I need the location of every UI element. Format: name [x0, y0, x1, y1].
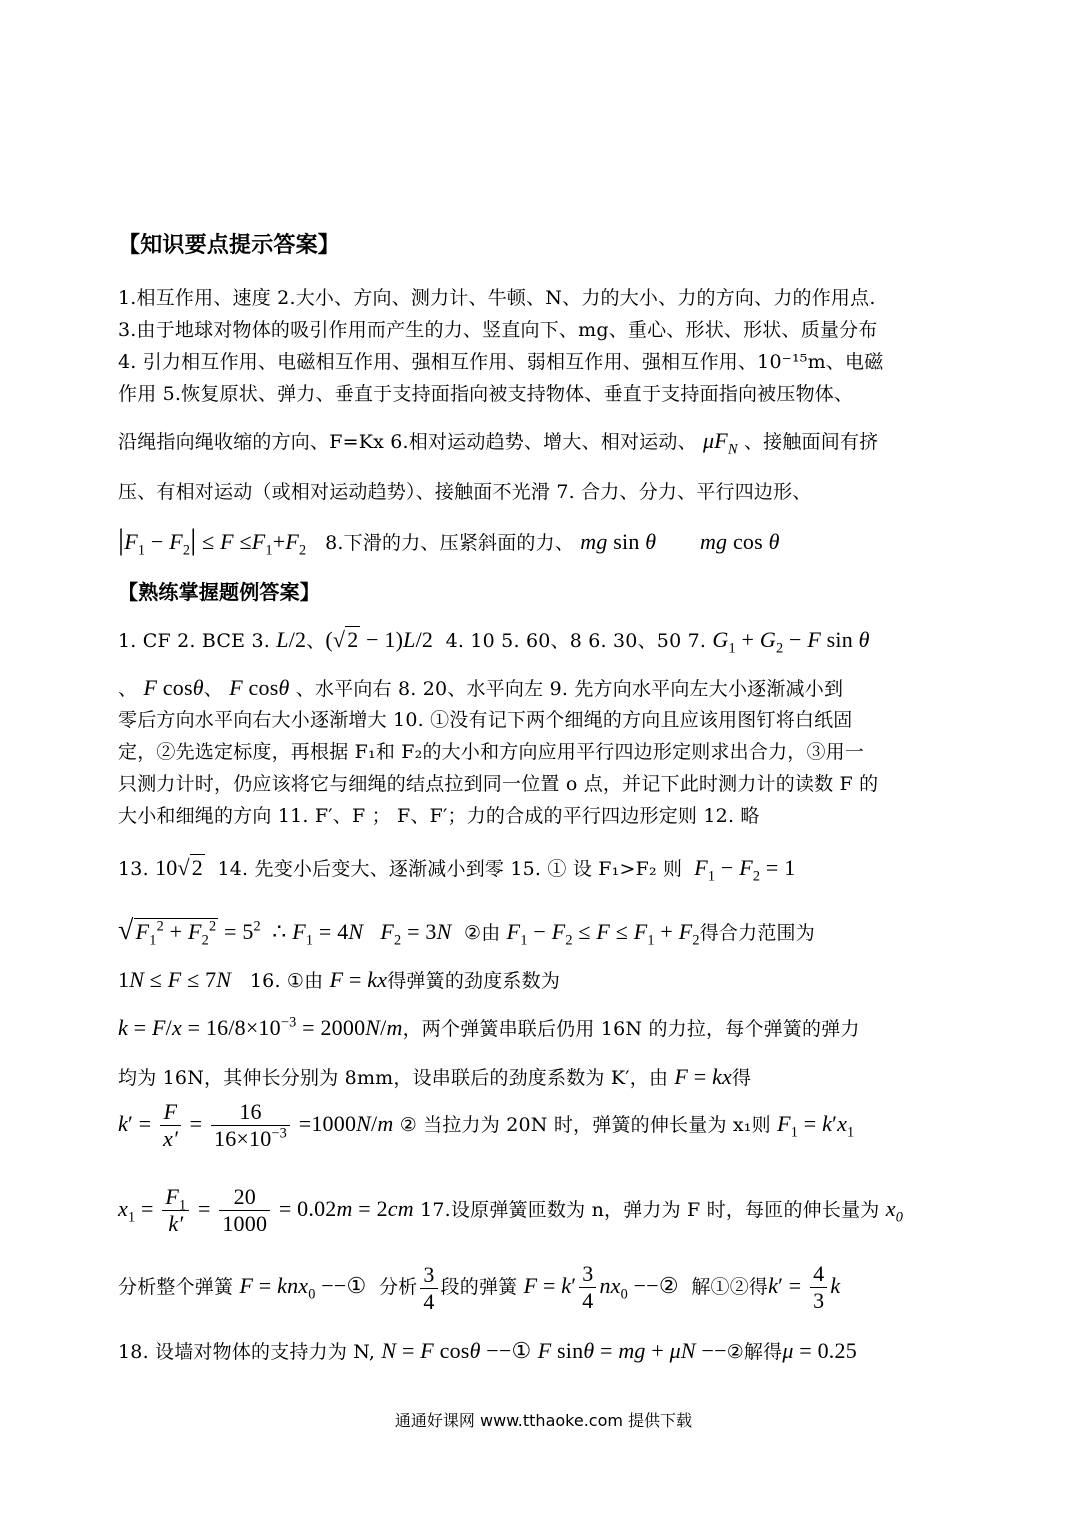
formula-L2: L/2 — [276, 627, 307, 652]
formula-k-value: $k = F/x = 16/8\times 10^{-3} = 2000N/m$ — [118, 1014, 403, 1040]
text-line: 作用 5.恢复原状、弹力、垂直于支持面指向被支持物体、垂直于支持面指向被压物体、 — [118, 383, 854, 405]
text-fragment: 分析 — [378, 1276, 418, 1298]
text-line — [118, 854, 987, 883]
text-line — [118, 1014, 987, 1043]
text-fragment: 得 — [732, 1067, 752, 1089]
text-fragment: ②解得 — [726, 1341, 783, 1363]
text-line — [118, 1063, 987, 1092]
formula-Fcos: F cosθ — [143, 675, 204, 700]
formula-G1G2: $G_1 + G_2 - F$ sin θ — [712, 627, 870, 657]
text-fragment: 14. 先变小后变大、逐渐减小到零 15. ① 设 F₁>F₂ 则 — [217, 858, 683, 880]
formula-mu-value: μ = 0.25 — [782, 1338, 857, 1363]
formula-F1-F2: $F_1 - F_2 = 1$ — [694, 855, 796, 885]
text-line — [118, 966, 987, 995]
text-line — [118, 523, 987, 559]
text-fragment: 、水平向右 8. 20、水平向左 9. 先方向水平向左大小逐渐减小到 — [295, 678, 844, 700]
text-fragment: ② 当拉力为 20N 时，弹簧的伸长量为 x₁则 — [399, 1114, 771, 1136]
page-footer: 通通好课网 www.tthaoke.com 提供下载 — [394, 1411, 693, 1430]
text-line: 定，②先选定标度，再根据 F₁和 F₂的大小和方向应用平行四边形定则求出合力，③用一 — [118, 741, 865, 763]
text-fragment: 13. — [118, 858, 156, 880]
text-line — [118, 1180, 987, 1239]
formula-resultant-range: $|F_1 - F_2| \le F \le F_1+F_2$ — [118, 523, 307, 559]
text-fragment: 、接触面间有挤 — [743, 431, 879, 453]
text-line — [118, 1095, 987, 1154]
formula-1N-7N: 1N ≤ F ≤ 7N — [118, 967, 232, 992]
text-fragment: 16. ①由 — [249, 970, 324, 992]
formula-muFN: $\mu F_N$ — [703, 428, 738, 458]
formula-Fcos: F cosθ — [229, 675, 290, 700]
text-fragment: 18. 设墙对物体的支持力为 N, — [118, 1341, 376, 1363]
text-fragment: 解①②得 — [691, 1276, 769, 1298]
text-line — [118, 1337, 987, 1366]
formula-kprime-4-3k: k′ = $\frac{4}{3}$ k — [768, 1261, 841, 1314]
text-fragment: 4. 10 5. 60、8 6. 30、50 7. — [445, 630, 707, 652]
text-line: 1. CF 2. BCE 3. L/2、(√2 − 1)L/2 4. 10 5. 60、8 6. 30、50 7. $G_1 + G_2 - F$ sin θ — [118, 627, 870, 657]
text-line — [118, 1257, 987, 1316]
text-fragment: 得弹簧的劲度系数为 — [387, 970, 561, 992]
text-line: 4. 引力相互作用、电磁相互作用、强相互作用、弱相互作用、强相互作用、10⁻¹⁵m、电磁 — [118, 351, 884, 373]
text-fragment: 得合力范围为 — [699, 922, 815, 944]
section-title-knowledge: 【知识要点提示答案】 — [118, 233, 341, 258]
formula-N-Fcos: N = F cosθ −−① — [381, 1338, 532, 1363]
formula-F-kprime-nx0: F = k′ $\frac{3}{4}$ $nx_0$ −−② — [523, 1261, 679, 1314]
formula-sqrt2-L: (√2 − 1)L/2 — [325, 627, 434, 652]
section-title-examples: 【熟练掌握题例答案】 — [118, 580, 320, 604]
text-fragment: 均为 16N，其伸长分别为 8mm，设串联后的劲度系数为 K′，由 — [118, 1067, 669, 1089]
text-fragment: 8.下滑的力、压紧斜面的力、 — [325, 532, 575, 554]
text-line: 1.相互作用、速度 2.大小、方向、测力计、牛顿、N、力的大小、力的方向、力的作用点. — [118, 287, 876, 309]
text-fragment: 分析整个弹簧 — [118, 1276, 234, 1298]
formula-F1-kx1: $F_1 = k'x_1$ — [777, 1111, 855, 1141]
formula-Fsin-mg-muN: F sinθ = mg + μN −− — [537, 1338, 727, 1363]
text-line: 只测力计时，仍应该将它与细绳的结点拉到同一位置 o 点，并记下此时测力计的读数 F 的 — [118, 773, 879, 795]
text-fragment: 17.设原弹簧匝数为 n，弹力为 F 时，每匝的伸长量为 — [420, 1199, 880, 1221]
formula-F-kx: F = kx — [329, 967, 388, 992]
text-fragment: 、 — [118, 678, 138, 700]
text-line: 压、有相对运动（或相对运动趋势）、接触面不光滑 7. 合力、分力、平行四边形、 — [118, 481, 812, 503]
formula-F-kx: F = kx — [674, 1064, 732, 1089]
formula-x1: $x_1$ = $\frac{F_1}{k'}$ = $\frac{20}{1000}$ = 0.02m = 2cm — [118, 1184, 414, 1237]
text-line: 、 F cosθ、 F cosθ 、水平向右 8. 20、水平向左 9. 先方向水平向左大小逐渐减小到 — [118, 675, 844, 700]
formula-range: $F_1 - F_2 \le F \le F_1 + F_2$ — [506, 919, 700, 949]
text-line — [118, 917, 987, 947]
formula-10sqrt2: 10√2 — [155, 855, 203, 880]
text-fragment: ，两个弹簧串联后仍用 16N 的力拉，每个弹簧的弹力 — [402, 1018, 860, 1040]
formula-mgsin: mg sin θ — [580, 529, 657, 554]
text-fragment: ②由 — [463, 922, 501, 944]
text-line: 零后方向水平向右大小逐渐增大 10. ①没有记下两个细绳的方向且应该用图钉将白纸固 — [118, 709, 853, 731]
formula-k-prime: k′ = $\frac{F}{x'}$ = $\frac{16}{16\times 10^{-3}}$ =1000N/m — [118, 1099, 394, 1152]
formula-sqrt-sum: $√F_1^2 + F_2^2 = 5^2$ ∴ $F_1 = 4N$ $F_2 = 3N$ — [118, 915, 452, 949]
text-line: 大小和细绳的方向 11. F′、F ； F、F′；力的合成的平行四边形定则 12. 略 — [118, 805, 760, 827]
formula-three-quarters: $\frac{3}{4}$ — [420, 1262, 437, 1315]
formula-mgcos: mg cos θ — [699, 529, 780, 554]
text-fragment: 1. CF 2. BCE 3. — [118, 630, 270, 652]
text-line: 3.由于地球对物体的吸引作用而产生的力、竖直向下、mg、重心、形状、形状、质量分布 — [118, 319, 878, 341]
text-fragment: 沿绳指向绳收缩的方向、F=Kx 6.相对运动趋势、增大、相对运动、 — [118, 431, 697, 453]
text-line — [118, 427, 987, 456]
formula-F-knx0: F = knx$_0$ −−① — [239, 1273, 367, 1303]
text-fragment: 段的弹簧 — [440, 1276, 518, 1298]
formula-x0: $x_0$ — [885, 1196, 904, 1226]
